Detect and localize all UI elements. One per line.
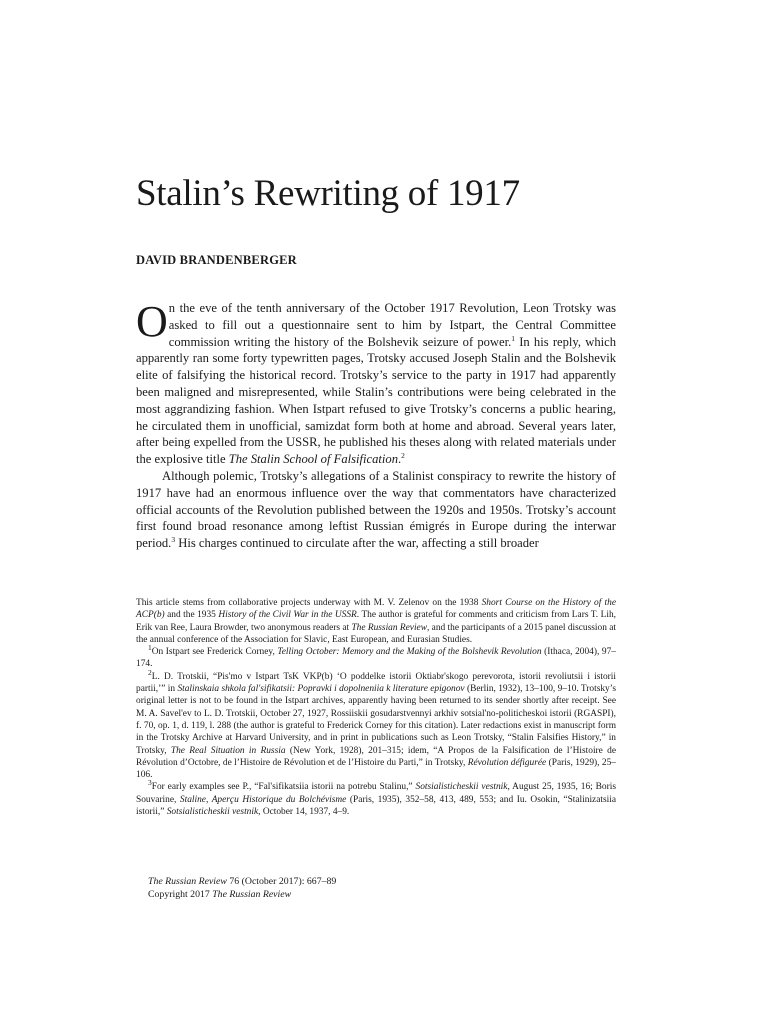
note-text: (Paris, 1929), 25–106. xyxy=(136,757,616,781)
note-italic: Sotsialisticheskii vestnik xyxy=(166,807,259,818)
body-text: Although polemic, Trotsky’s allegations of a Stalinist conspiracy to rewrite the history of 1917 have had an enormous influence over the way that commentators have characterized official accounts of the Revolution published between the 1920s and 1950s. Trotsky’s account first found broad resonance among leftist Russian émigrés in Europe during the interwar period. xyxy=(136,468,616,551)
note-text: On Istpart see Frederick Corney, xyxy=(151,647,278,658)
footnote-ref-2: 2 xyxy=(401,450,405,460)
body-paragraph-1 xyxy=(136,297,617,468)
note-text: (New York, 1928), 201–315; idem, “A Propos de la Falsification de l’Histoire de Révolution d’Octobre, de l’Histoire de Révolution et de l’Histoire du Parti,” in Trotsky, xyxy=(136,745,616,768)
body-text: In his reply, which apparently ran some forty typewritten pages, Trotsky accused Joseph Stalin and the Bolshevik elite of falsifying the historical record. Trotsky’s service to the party in 1917 had apparently been maligned and misrepresented, while Stalin’s contributions were being celebrated in the most aggrandizing fashion. When Istpart refused to give Trotsky’s concerns a public hearing, he circulated them in unofficial, samizdat form both at home and abroad. Several years later, after being expelled from the USSR, he published his theses along with related materials under the explosive title xyxy=(136,334,617,467)
note-italic: Staline, Aperçu Historique du Bolchévisme xyxy=(179,794,347,805)
note-italic: Stalinskaia shkola fal'sifikatsii: Popravki i dopolneniia k literature epigonov xyxy=(177,684,465,695)
citation-line xyxy=(148,875,336,888)
note-text: , October 14, 1937, 4–9. xyxy=(258,807,350,818)
note-text: . The author is grateful for comments and criticism from Lars T. Lih, Erik van Ree, Laura Browder, two anonymous readers at xyxy=(136,610,617,633)
note-text: (Ithaca, 2004), 97–174. xyxy=(136,647,616,670)
footnote-ref-3: 3 xyxy=(171,534,176,544)
footnote-3 xyxy=(136,778,617,818)
body-text: n the eve of the tenth anniversary of the October 1917 Revolution, Leon Trotsky was asked to fill out a questionnaire sent to him by Istpart, the Central Committee commission writing the history of the Bolshevik seizure of power. xyxy=(168,301,616,349)
copyright-text: Copyright 2017 xyxy=(148,889,213,900)
note-text: , August 25, 1935, 16; Boris Souvarine, xyxy=(136,782,616,805)
copyright-line xyxy=(148,888,336,901)
journal-name: The Russian Review xyxy=(148,876,227,887)
note-italic: The Real Situation in Russia xyxy=(170,745,286,756)
note-text: This article stems from collaborative projects underway with M. V. Zelenov on the 1938 xyxy=(136,598,482,608)
note-text: , and the participants of a 2015 panel discussion at the annual conference of the Association for Slavic, East European, and Eurasian Studies. xyxy=(136,622,616,645)
drop-cap: O xyxy=(136,297,168,346)
note-italic: History of the Civil War in the USSR xyxy=(218,610,357,621)
note-italic: The Russian Review xyxy=(351,622,427,633)
body-text: His charges continued to circulate after the war, affecting a still broader xyxy=(175,536,539,551)
article-title: Stalin’s Rewriting of 1917 xyxy=(136,173,520,214)
note-text: and the 1935 xyxy=(164,610,219,621)
footnote-ref-1: 1 xyxy=(511,333,516,343)
note-italic: Sotsialisticheskii vestnik xyxy=(415,782,508,793)
journal-name: The Russian Review xyxy=(212,889,292,900)
note-text: (Paris, 1935), 352–58, 413, 489, 553; and Iu. Osokin, “Stalinizatsiia istorii,” xyxy=(136,794,617,818)
article-body xyxy=(136,297,617,552)
note-text: (Berlin, 1932), 13–100, 9–10. Trotsky’s original letter is not to be found in the Istpart archives, apparently having been returned to its sender shortly after receipt. See M. A. Savel'ev to L. D. Trotskii, October 27, 1927, Rossiiskii gosudarstvennyi arkhiv sotsial'no-politicheskoi istorii (RGASPI), f. 70, op. 1, d. 119, l. 288 (the author is grateful to Frederick Corney for this citation). Later redactions exist in manuscript form in the Trotsky Archive at Harvard University, and in print in publications such as Leon Trotsky, “Stalin Falsifies History,” in Trotsky, xyxy=(136,684,616,756)
note-italic: Telling October: Memory and the Making of the Bolshevik Revolution xyxy=(277,647,542,658)
note-text: For early examples see P., “Fal'sifikatsiia istorii na potrebu Stalinu,” xyxy=(151,782,416,793)
body-text: . xyxy=(398,452,402,467)
footnotes-section xyxy=(136,597,616,818)
footnote-1 xyxy=(136,643,616,671)
footnote-number: 3 xyxy=(148,778,152,788)
footnote-number: 2 xyxy=(148,667,152,677)
citation-details: 76 (October 2017): 667–89 xyxy=(226,876,337,887)
acknowledgement-note xyxy=(136,597,616,646)
body-paragraph-2 xyxy=(136,468,616,552)
note-text: L. D. Trotskii, “Pis'mo v Istpart TsK VKP(b) ‘O poddelke istorii Oktiabr'skogo perevorota, istorii revoliutsii i istorii partii,’” in xyxy=(136,671,616,695)
footnote-2 xyxy=(136,667,616,782)
article-author: DAVID BRANDENBERGER xyxy=(136,253,297,267)
footnote-number: 1 xyxy=(148,643,152,653)
journal-citation xyxy=(148,875,336,901)
note-italic: Révolution défigurée xyxy=(467,757,547,768)
body-italic-title: The Stalin School of Falsification xyxy=(228,452,398,467)
note-italic: Short Course on the History of the ACP(b) xyxy=(136,598,616,621)
